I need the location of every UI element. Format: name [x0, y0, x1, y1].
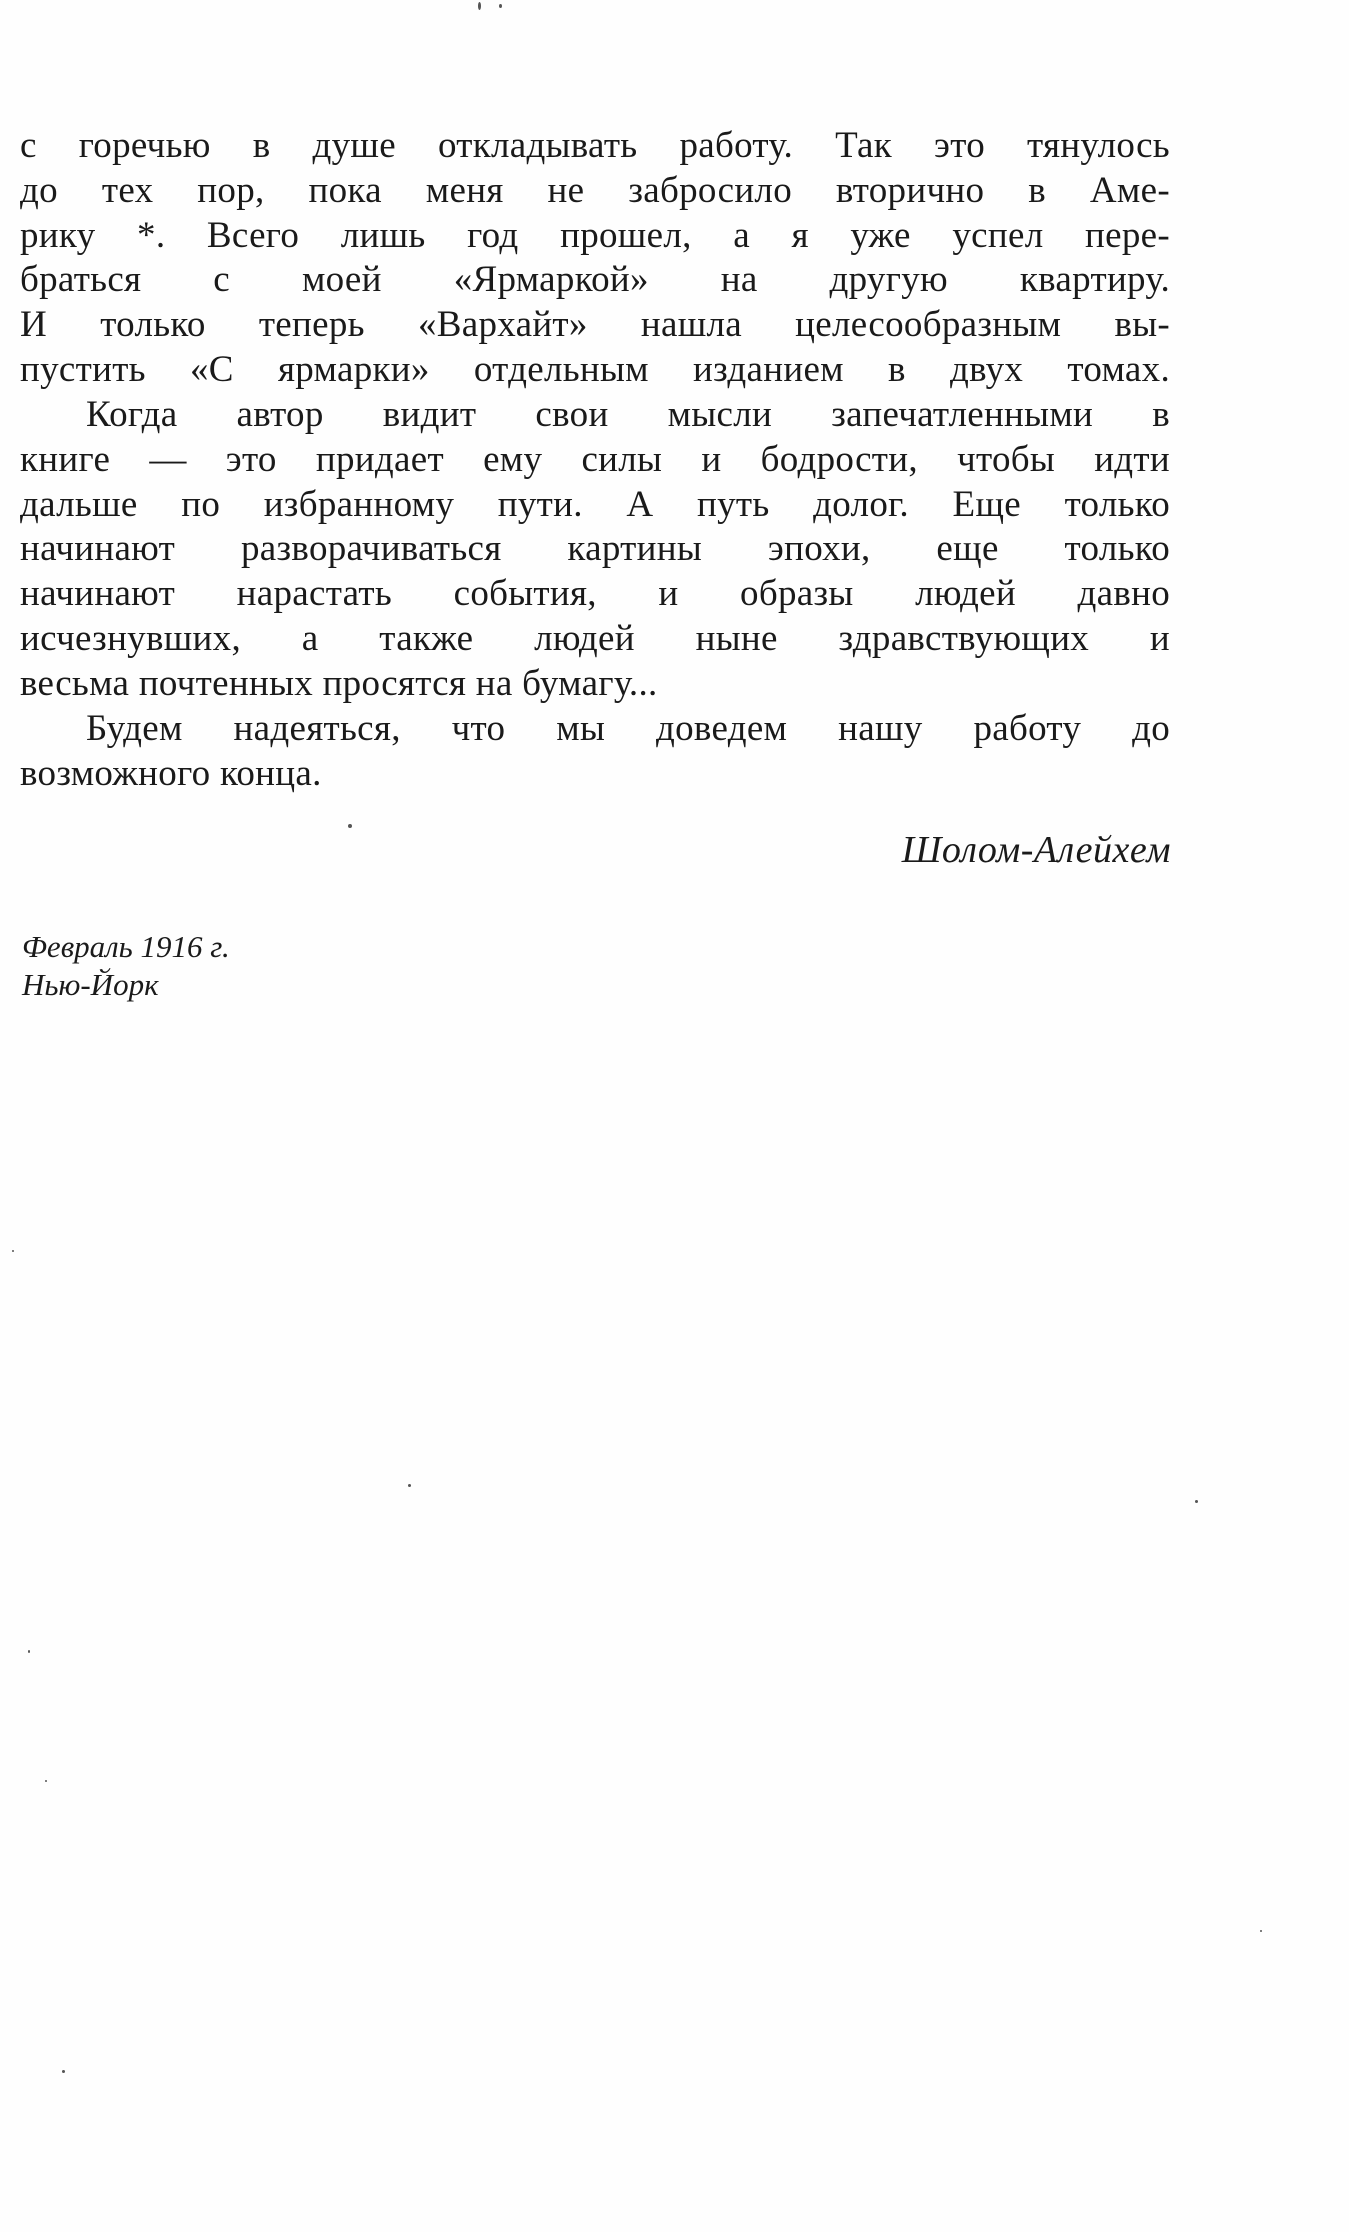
scan-speck: [478, 2, 481, 10]
text-line: браться с моей «Ярмаркой» на другую квартиру.: [20, 259, 1170, 301]
paragraph-1: [20, 124, 1170, 393]
text-line: с горечью в душе откладывать работу. Так это тянулось: [20, 125, 1170, 166]
text-line: весьма почтенных просятся на бумагу...: [20, 662, 658, 704]
scan-speck: [62, 2070, 65, 2073]
text-line-indented: Будем надеяться, что мы доведем нашу работу до: [86, 708, 1170, 749]
paragraph-3: [20, 707, 1170, 797]
place: Нью-Йорк: [22, 967, 159, 1002]
author-signature: Шолом-Алейхем: [901, 829, 1171, 871]
text-line: рику *. Всего лишь год прошел, а я уже успел пере-: [20, 214, 1170, 256]
text-line-indented: Когда автор видит свои мысли запечатленными в: [86, 394, 1170, 435]
text-line: начинают нарастать события, и образы людей давно: [20, 573, 1170, 615]
text-line: книге — это придает ему силы и бодрости, чтобы идти: [20, 438, 1170, 480]
scan-speck: [1195, 1500, 1198, 1503]
scan-speck: [408, 1484, 411, 1487]
text-line: начинают разворачиваться картины эпохи, еще только: [20, 528, 1170, 570]
scan-speck: [28, 1650, 30, 1653]
scan-speck: [1260, 1930, 1262, 1932]
date: Февраль 1916 г.: [22, 929, 230, 964]
scan-speck: [45, 1780, 47, 1782]
scan-speck: [348, 824, 352, 828]
scan-speck: [12, 1250, 14, 1252]
text-line: пустить «С ярмарки» отдельным изданием в двух томах.: [20, 348, 1170, 390]
text-line: возможного конца.: [20, 752, 322, 794]
date-and-place: [22, 928, 230, 1004]
text-line: дальше по избранному пути. А путь долог. Еще только: [20, 483, 1170, 525]
text-line: до тех пор, пока меня не забросило вторично в Аме-: [20, 169, 1170, 211]
text-line: И только теперь «Вархайт» нашла целесообразным вы-: [20, 304, 1170, 346]
text-line: исчезнувших, а также людей ныне здравствующих и: [20, 617, 1170, 659]
scan-speck: [499, 4, 502, 8]
paragraph-2: [20, 393, 1170, 707]
